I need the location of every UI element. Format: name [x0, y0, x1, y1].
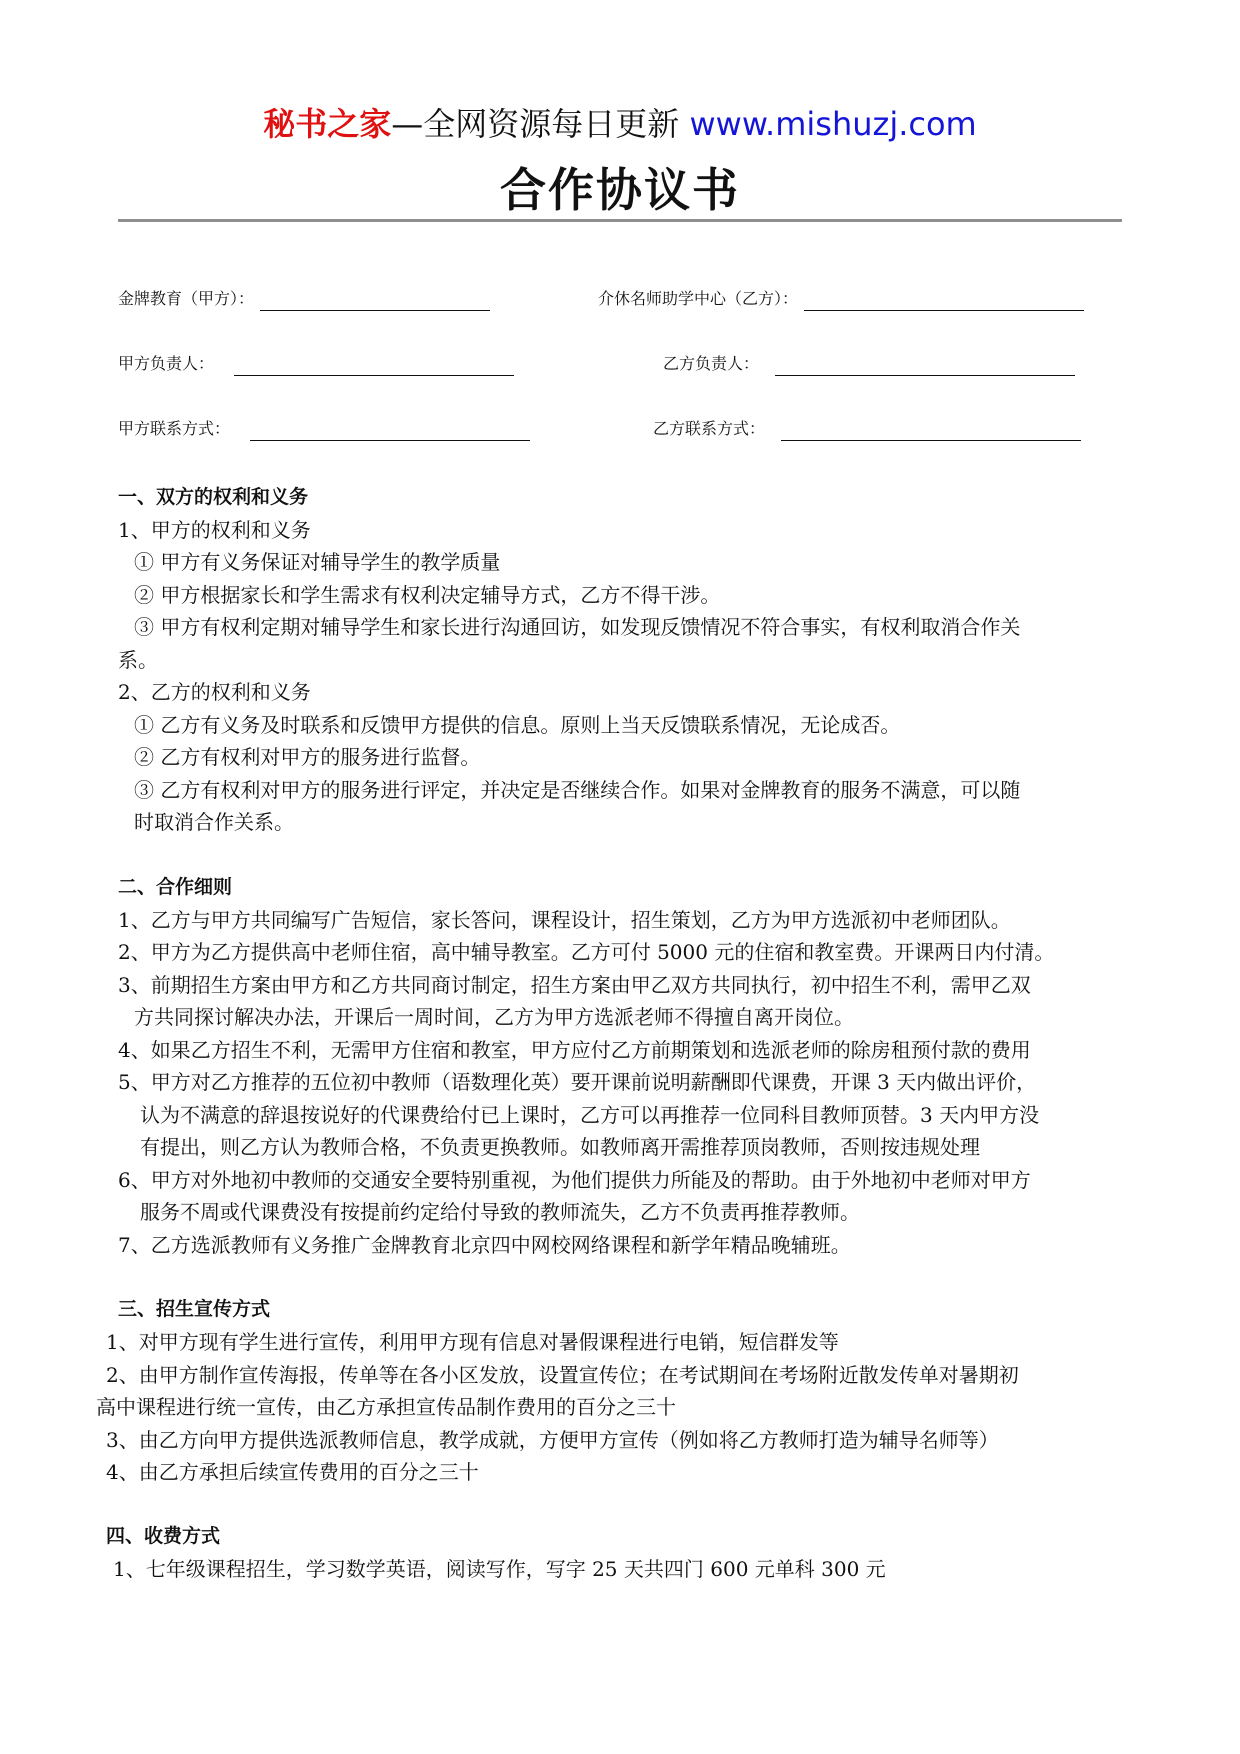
- section-promotion-items: [96, 1326, 1019, 1489]
- party-b-person-blank[interactable]: [775, 357, 1075, 376]
- party-a-name-field: [118, 287, 490, 311]
- party-b-contact-field: [653, 417, 1081, 441]
- party-a-name-label: 金牌教育（甲方）：: [118, 289, 255, 308]
- party-a-person-label: 甲方负责人：: [118, 354, 215, 373]
- clause-item-continued: 时取消合作关系。: [134, 810, 294, 834]
- subsection-title: 1、甲方的权利和义务: [118, 517, 311, 542]
- section-cooperation-details: [118, 871, 1054, 1261]
- clause-item: 5、甲方对乙方推荐的五位初中教师（语数理化英）要开课前说明薪酬即代课费，开课 3 天内做出评价，: [118, 1070, 1037, 1094]
- subsection-title: 2、乙方的权利和义务: [118, 680, 311, 704]
- party-a-contact-label: 甲方联系方式：: [118, 419, 231, 438]
- party-a-name-blank[interactable]: [260, 292, 490, 311]
- section-fees: [106, 1520, 220, 1553]
- section-fees-items: [113, 1553, 886, 1586]
- clause-item-continued: 系。: [118, 647, 158, 672]
- clause-item: ① 甲方有义务保证对辅导学生的教学质量: [134, 550, 501, 574]
- document-title: 合作协议书: [500, 163, 740, 217]
- banner-slogan: —全网资源每日更新: [391, 105, 690, 143]
- section-rights-obligations: [118, 481, 1020, 839]
- clause-item-continued: 方共同探讨解决办法，开课后一周时间，乙方为甲方选派老师不得擅自离开岗位。: [134, 1005, 854, 1029]
- clause-item: 3、由乙方向甲方提供选派教师信息，教学成就，方便甲方宣传（例如将乙方教师打造为辅导名师等）: [106, 1427, 999, 1452]
- party-a-person-field: [118, 352, 514, 376]
- party-b-person-field: [663, 352, 1075, 376]
- section-promotion-methods: [118, 1293, 270, 1326]
- banner-url-link[interactable]: www.mishuzj.com: [689, 105, 977, 143]
- clause-item-continued: 有提出，则乙方认为教师合格，不负责更换教师。如教师离开需推荐顶岗教师，否则按违规处理: [140, 1135, 980, 1159]
- banner-brand: 秘书之家: [263, 105, 392, 143]
- party-b-contact-label: 乙方联系方式：: [653, 419, 766, 438]
- party-b-contact-blank[interactable]: [781, 422, 1081, 441]
- title-divider: [118, 219, 1122, 222]
- clause-item: 1、对甲方现有学生进行宣传，利用甲方现有信息对暑假课程进行电销，短信群发等: [106, 1330, 839, 1354]
- clause-item: 3、前期招生方案由甲方和乙方共同商讨制定，招生方案由甲乙双方共同执行，初中招生不利，需甲乙双: [118, 972, 1031, 997]
- clause-item: 2、甲方为乙方提供高中老师住宿，高中辅导教室。乙方可付 5000 元的住宿和教室费。开课两日内付清。: [118, 940, 1055, 964]
- clause-item: ① 乙方有义务及时联系和反馈甲方提供的信息。原则上当天反馈联系情况，无论成否。: [134, 712, 901, 737]
- clause-item: ③ 甲方有权利定期对辅导学生和家长进行沟通回访，如发现反馈情况不符合事实，有权利取消合作关: [134, 615, 1021, 639]
- clause-item: 4、如果乙方招生不利，无需甲方住宿和教室，甲方应付乙方前期策划和选派老师的除房租预付款的费用: [118, 1037, 1031, 1062]
- clause-item: ② 乙方有权利对甲方的服务进行监督。: [134, 745, 481, 769]
- clause-item: 1、乙方与甲方共同编写广告短信，家长答问，课程设计，招生策划，乙方为甲方选派初中老师团队。: [118, 907, 1011, 932]
- party-a-contact-field: [118, 417, 530, 441]
- party-b-name-label: 介休名师助学中心（乙方）：: [598, 289, 799, 308]
- party-b-person-label: 乙方负责人：: [663, 354, 760, 373]
- party-b-name-blank[interactable]: [804, 292, 1084, 311]
- clause-item: 6、甲方对外地初中教师的交通安全要特别重视，为他们提供力所能及的帮助。由于外地初中老师对甲方: [118, 1167, 1031, 1192]
- clause-item-continued: 认为不满意的辞退按说好的代课费给付已上课时，乙方可以再推荐一位同科目教师顶替。3 天内甲方没: [140, 1102, 1040, 1127]
- section-heading: 一、双方的权利和义务: [118, 486, 309, 508]
- party-b-name-field: [598, 287, 1084, 311]
- section-heading: 三、招生宣传方式: [118, 1298, 271, 1320]
- clause-item-continued: 服务不周或代课费没有按提前约定给付导致的教师流失，乙方不负责再推荐教师。: [140, 1200, 860, 1224]
- clause-item: ③ 乙方有权利对甲方的服务进行评定，并决定是否继续合作。如果对金牌教育的服务不满意，可以随: [134, 777, 1021, 802]
- section-heading: 二、合作细则: [118, 876, 233, 898]
- clause-item: 7、乙方选派教师有义务推广金牌教育北京四中网校网络课程和新学年精品晚辅班。: [118, 1232, 851, 1257]
- section-heading: 四、收费方式: [106, 1525, 221, 1547]
- clause-item-continued: 高中课程进行统一宣传，由乙方承担宣传品制作费用的百分之三十: [96, 1395, 676, 1419]
- clause-item: ② 甲方根据家长和学生需求有权利决定辅导方式，乙方不得干涉。: [134, 582, 721, 607]
- site-banner: [0, 100, 1240, 148]
- party-a-person-blank[interactable]: [234, 357, 514, 376]
- party-a-contact-blank[interactable]: [250, 422, 530, 441]
- clause-item: 2、由甲方制作宣传海报，传单等在各小区发放，设置宣传位；在考试期间在考场附近散发传单对暑期初: [106, 1362, 1019, 1387]
- clause-item: 4、由乙方承担后续宣传费用的百分之三十: [106, 1460, 479, 1484]
- clause-item: 1、七年级课程招生，学习数学英语，阅读写作，写字 25 天共四门 600 元单科 300 元: [113, 1557, 886, 1581]
